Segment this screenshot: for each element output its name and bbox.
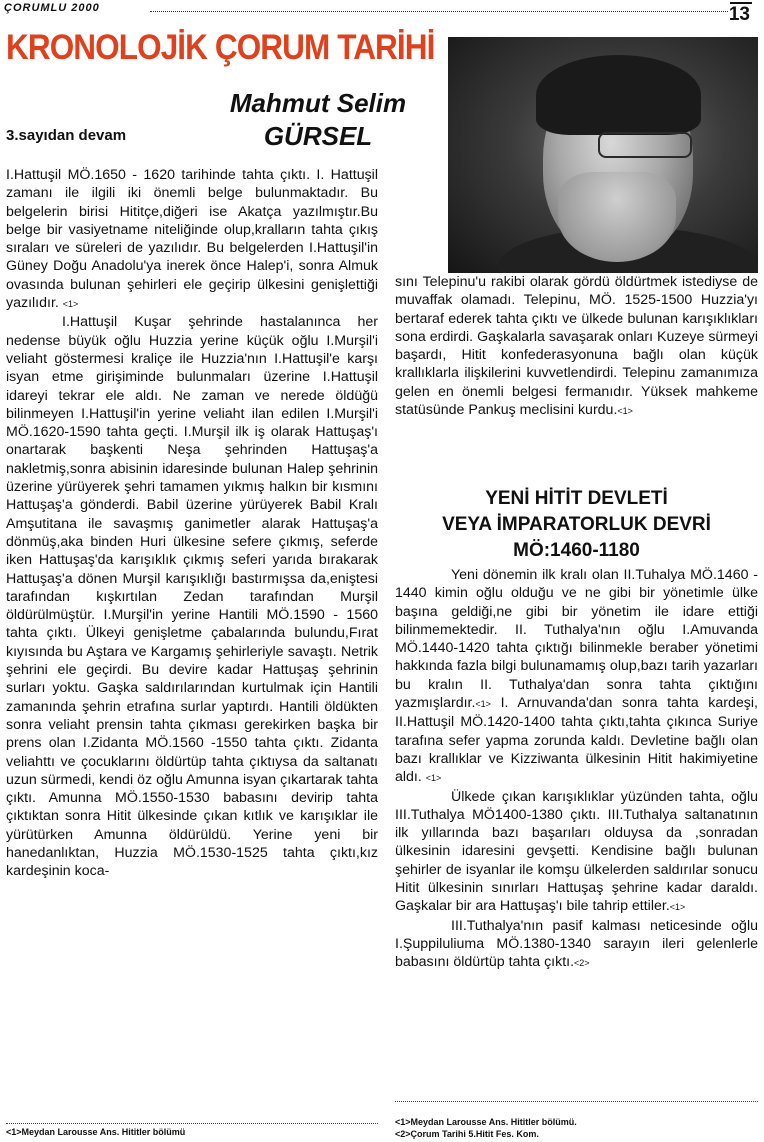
paragraph-text: I. Arnuvanda'dan sonra tahta kardeşi, II.Hattuşil MÖ.1420-1400 tahta çıktı,tahta çıkınca Suriye tarafına sefer yapma zorunda kaldı. Devletine bağlı olan bazı krallıklar ve Kizziwanta ülkesinin Hitit hakimiyetine aldı. — [395, 695, 758, 786]
paragraph — [395, 917, 758, 973]
footnote-rule-right — [395, 1101, 758, 1102]
footnote-ref: <1> — [617, 406, 633, 417]
paragraph-text: Yeni dönemin ilk kralı olan II.Tuhalya MÖ.1460 - 1440 kimin oğlu olduğu ve ne gibi bir yönetimle ülke başına geldiği,ne gibi bir yönetim ile idare ettiği bilinmemektedir. II. Tuthalya'nın oğlu I.Amuvanda MÖ.1440-1420 tahta çıktığı bilinmekle beraber yönetimi hakkında fazla bilgi bulunamamış olup,bazı tarih yazarları bu kralın II. Tuthalya'dan sonra tahta çıktığını yazmışlardır. — [395, 567, 758, 712]
footnote-right: <2>Çorum Tarihi 5.Hitit Fes. Kom. — [395, 1129, 539, 1139]
footnote-ref: <1> — [669, 902, 686, 913]
footnote-rule-left — [6, 1123, 378, 1124]
paragraph — [395, 566, 758, 788]
right-column-bottom — [395, 566, 758, 973]
paragraph-text: III.Tuthalya'nın pasif kalması neticesinde oğlu I.Şuppiluliuma MÖ.1380-1340 sarayın ileri gelenlerle babasını öldürtüp tahta çıktı. — [395, 917, 758, 971]
paragraph — [6, 166, 378, 313]
footnote-ref: <2> — [574, 958, 590, 969]
footnote-ref: <1> — [425, 773, 442, 784]
section-heading — [395, 486, 758, 564]
author-last-name: GÜRSEL — [263, 121, 373, 151]
author-photo — [448, 37, 758, 273]
paragraph-text: I.Hattuşil MÖ.1650 - 1620 tarihinde tahta çıktı. I. Hattuşil zamanı ile ilgili iki önemli belge bulunmaktadır. Bu belgelerin birisi Hititçe,diğeri ise Akatça yazılmıştır.Bu belge bir vasiyetname niteliğinde olup,kralların tahta çıkış sıraları ve süreleri de yazılıdır. Bu belgelerden I.Hattuşil'in Güney Doğu Anadolu'ya inerek önce Halep'i, sonra Almuk ovasında bulunan şehirleri ele geçirip ülkesini genişlettiği yazılıdır. — [6, 167, 378, 312]
paragraph-text: I.Hattuşil Kuşar şehrinde hastalanınca her nedense büyük oğlu Huzzia yerine küçük oğlu I.Murşil'i veliaht göstermesi kraliçe ile Huzzia'nın I.Hattuşil'e karşı isyan etme girişiminde bulunmaları üzerine I.Hattuşil idareyi tekrar ele aldı. Ne zaman ve nerede öldüğü bilinmeyen I.Hattuşil'in yerine veliaht ilan edilen I.Murşil'i MÖ.1620-1590 tahta geçti. I.Murşil ilk iş olarak Hattuşaş'ı onartarak başkenti Neşa şehrinden Hattuşaş'a nakletmiş,sonra abisinin idaresinde bulunan Halep şehrinin üzerine yürüyerek şehri tamamen yıkmış halkın bir kısmını Hattuşaş'a gönderdi. Babil üzerine yürüyerek Babil Kralı Amşutitana ile savaşmış ganimetler alarak Hattuşaş'a dönmüş,aka binden Huri ülkesine sefere çıkmış, seferde iken Hattuşaş'da karışıklık çıkmış seferi yarıda bırakarak Hattuşaş'a dönen Murşil karışıklığı bastırmışsa da,eniştesi tarafından kışkırtılan Zedan tarafından Murşil öldürülmüştür. I.Murşil'in yerine Hantili MÖ.1590 - 1560 tahta çıktı. Ülkeyi genişletme çabalarında bulundu,Fırat kıyısında bu Aştara ve Kargamış şehirleriyle savaştı. Netrik şehrini ele geçirdi. Bu devire kadar Hattuşaş şehrinin surları yoktu. Gaşka saldırılarından kurtulmak için Hantili zamanında şehrin etrafına surlar yaptırdı. Hantili öldükten sonra veliaht prensin tahta çıkması gerekirken başka bir prens olan I.Zidanta MÖ.1560 -1550 tahta çıktı. Zidanta veliahttı ve çocuklarını öldürtüp tahta çıktıysa da saltanatı uzun sürmedi, kendi öz oğlu Amunna isyan çıkartarak tahta çıktı. Amunna MÖ.1550-1530 babasını devirip tahta çıktıktan sonra Hitit ülkesinde çıkan kıtlık ve karışıklar ile yürütürken Amunna öldürüldü. Yerine yeni bir hanedanlıktan, Huzzia MÖ.1530-1525 tahta çıktı,kız kardeşinin koca- — [6, 314, 378, 880]
paragraph — [6, 313, 378, 880]
section-heading-line: VEYA İMPARATORLUK DEVRİ — [442, 514, 711, 535]
photo-beard — [558, 172, 676, 262]
paragraph-text: Ülkede çıkan karışıklıklar yüzünden tahta, oğlu III.Tuthalya MÖ1400-1380 çıktı. III.Tuthalya saltanatının ilk yıllarında bazı başarıları olduysa da ,sonradan ülkesinin idaresini gevşetti. Kendisine bağlı bulunan şehirler de isyanlar ile komşu ülkelerden saldırılar sonucu Hitit ülkesinin sınırları Hattuşaş şehrine kadar daraldı. Gaşkalar bir ara Hattuşaş'ı bile tahrip ettiler. — [395, 788, 758, 915]
article-title: KRONOLOJİK ÇORUM TARİHİ — [6, 28, 435, 67]
author-first-name: Mahmut Selim — [229, 88, 407, 118]
paragraph — [395, 273, 758, 420]
header-rule — [150, 11, 728, 12]
paragraph-text: sını Telepinu'u rakibi olarak gördü öldürtmek istediyse de muvaffak olamadı. Telepinu, MÖ. 1525-1500 Huzzia'yı bertaraf ederek tahta çıktı ve ülkede bulunan karışıklıkları sona erdirdi. Gaşkalarla savaşarak onları Kuzeye sürmeyi başardı, Hitit konfederasyonuna bağlı olan küçük krallıklarla ilişkilerini kuvvetlendirdi. Telepinu zamanımıza gelen en önemli belgesi fermanıdır. Yüksek mahkeme statüsünde Pankuş meclisini kurdu. — [395, 274, 758, 419]
footnote-right: <1>Meydan Larousse Ans. Hititler bölümü. — [395, 1117, 577, 1127]
photo-glasses — [598, 132, 692, 158]
section-heading-line: YENİ HİTİT DEVLETİ — [485, 488, 668, 509]
magazine-name: ÇORUMLU 2000 — [4, 2, 100, 14]
right-column-top — [395, 273, 758, 420]
footnote-ref: <1> — [475, 699, 491, 710]
section-heading-dates: MÖ:1460-1180 — [513, 540, 640, 561]
footnote-ref: <1> — [62, 299, 79, 310]
author-name — [216, 87, 420, 153]
paragraph — [395, 788, 758, 917]
left-column — [6, 166, 378, 881]
continued-from-note: 3.sayıdan devam — [6, 127, 127, 144]
page-number: 13 — [728, 4, 750, 25]
photo-hair — [536, 55, 701, 135]
footnote-left: <1>Meydan Larousse Ans. Hititler bölümü — [6, 1127, 186, 1137]
